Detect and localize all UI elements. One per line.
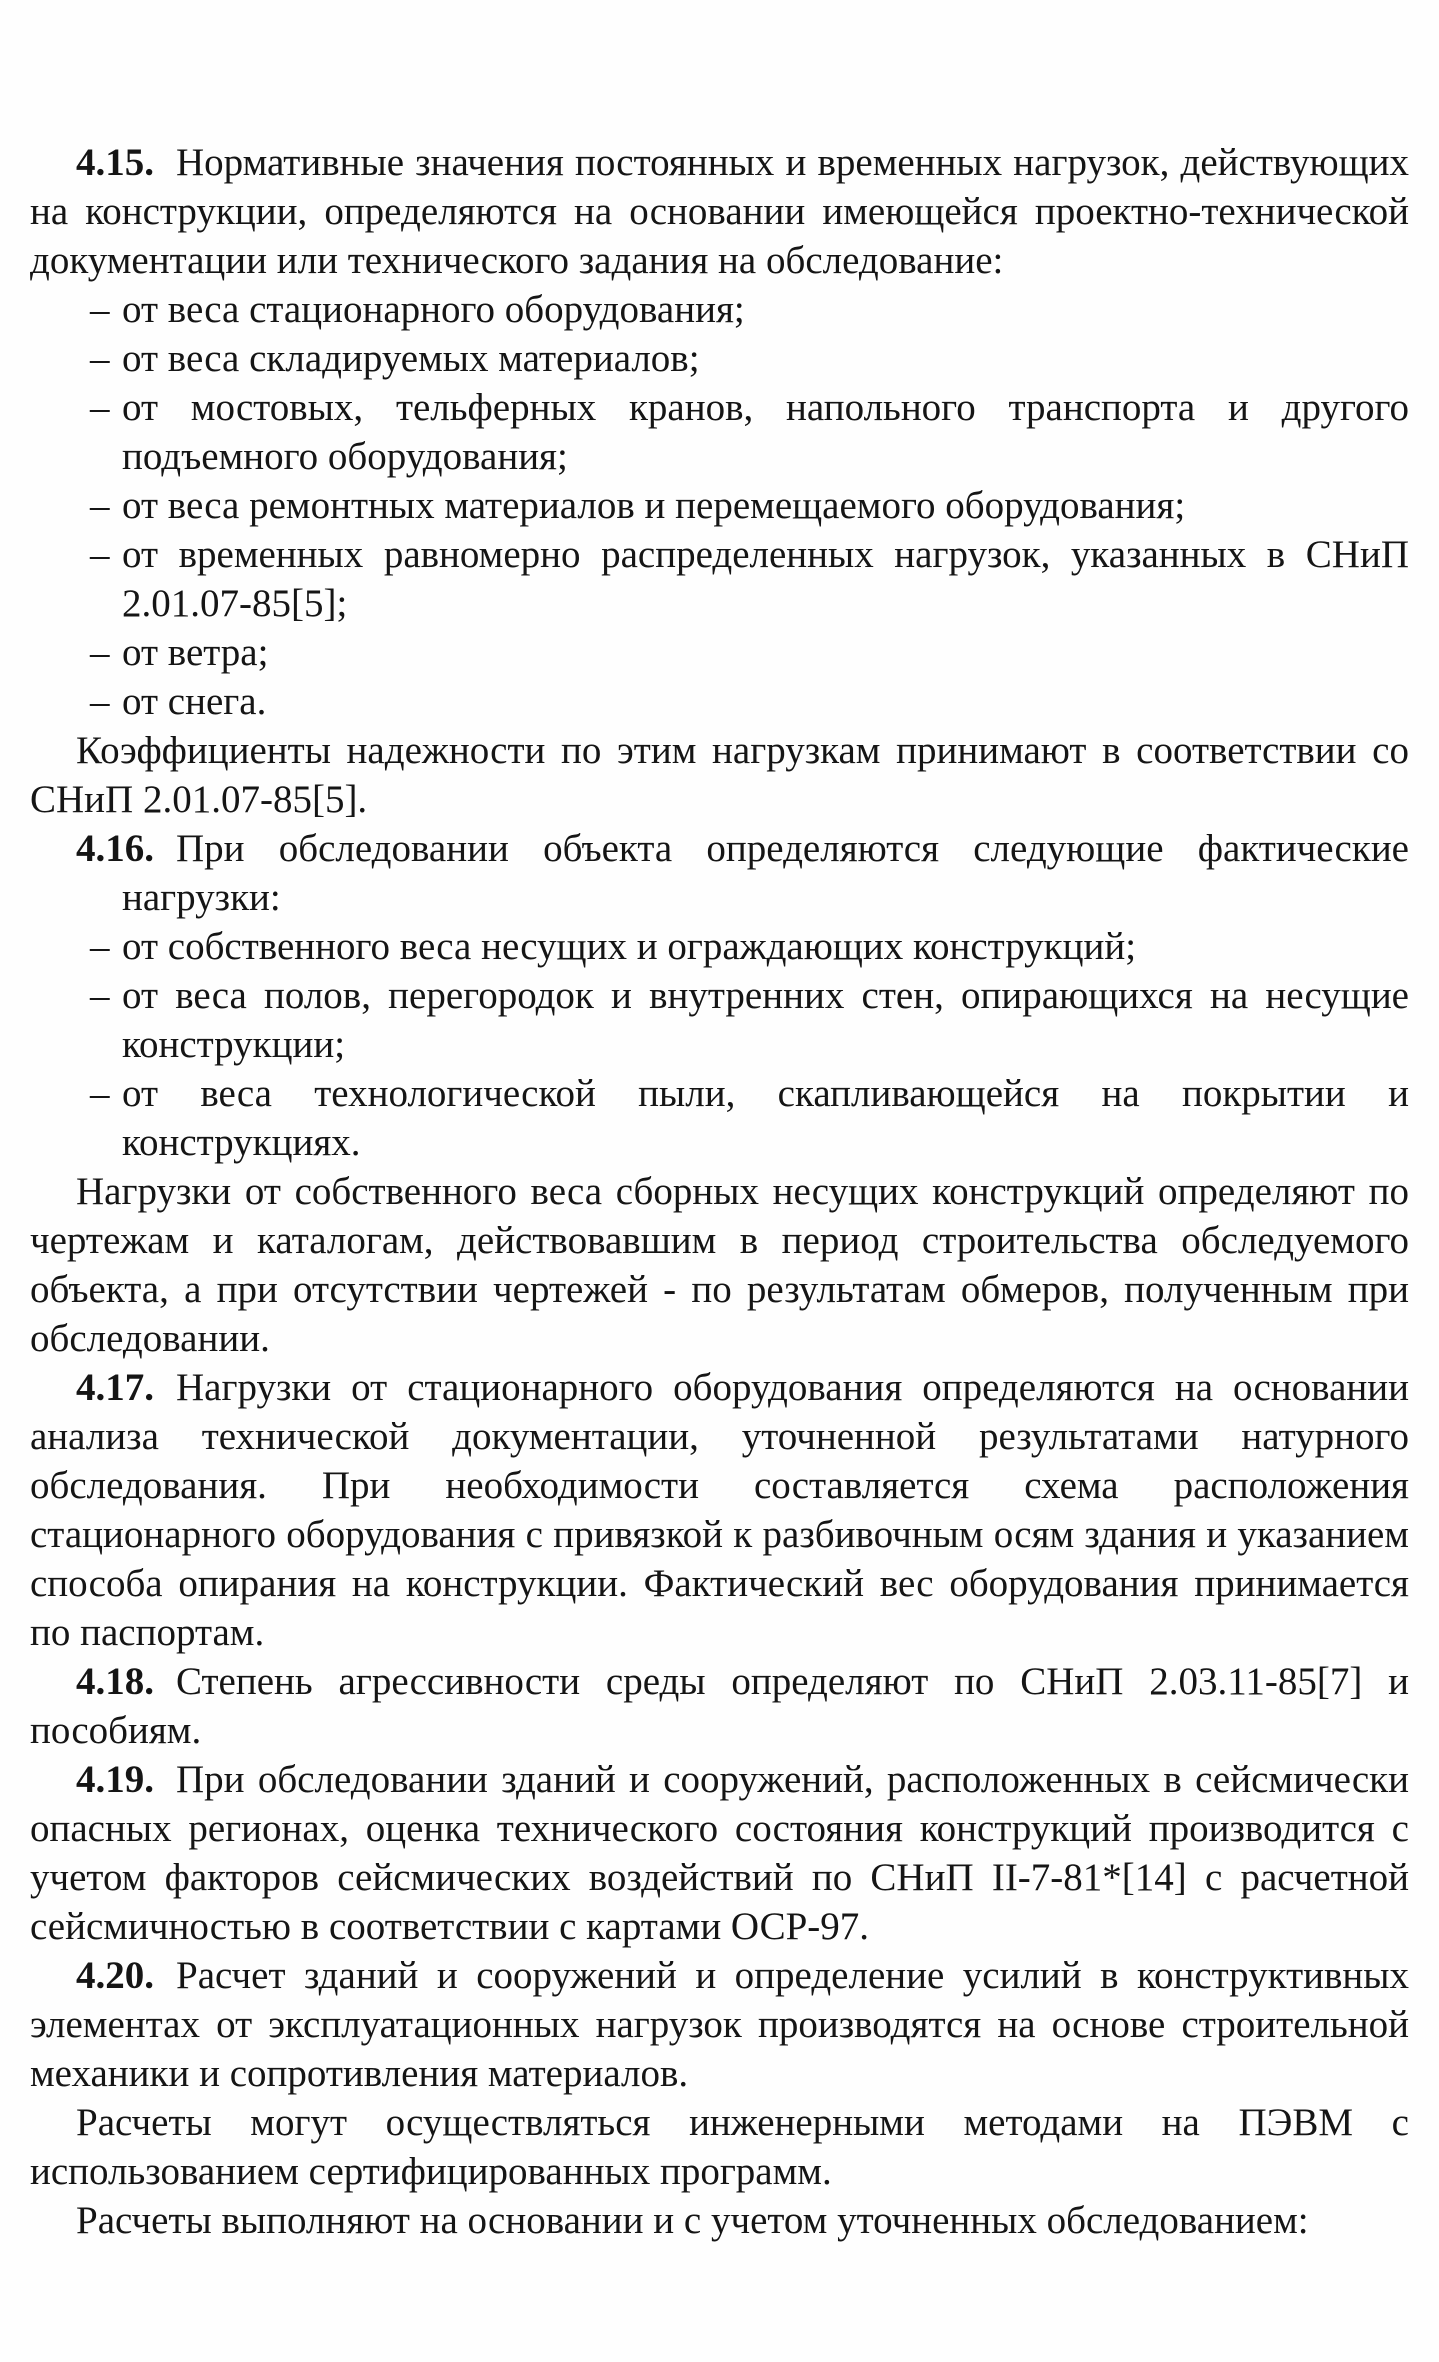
paragraph-4-16 [76,824,1409,922]
list-item-text: от мостовых, тельферных кранов, напольного транспорта и другого подъемного оборудования; [122,386,1409,478]
list-item-text: от веса полов, перегородок и внутренних стен, опирающихся на несущие конструкции; [122,974,1409,1066]
list-item [30,334,1409,383]
list-item [30,285,1409,334]
list-item-text: от собственного веса несущих и ограждающих конструкций; [122,925,1137,968]
paragraph-calculations-basis: Расчеты выполняют на основании и с учетом уточненных обследованием: [76,2199,1309,2242]
list-item-text: от веса стационарного оборудования; [122,288,745,331]
list-item [30,383,1409,481]
paragraph-calculations-methods: Расчеты могут осуществляться инженерными методами на ПЭВМ с использованием сертифицированных программ. [30,2101,1409,2193]
list-item-text: от временных равномерно распределенных нагрузок, указанных в СНиП 2.01.07-85[5]; [122,533,1409,625]
paragraph-4-18-text: Степень агрессивности среды определяют по СНиП 2.03.11-85[7] и пособиям. [30,1660,1409,1752]
list-item-text: от веса технологической пыли, скапливающейся на покрытии и конструкциях. [122,1072,1409,1164]
list-item [30,481,1409,530]
paragraph-4-15-text: Нормативные значения постоянных и временных нагрузок, действующих на конструкции, определяются на основании имеющейся проектно-технической документации или технического задания на обследование: [30,141,1409,282]
list-item-text: от ветра; [122,631,269,674]
list-item [30,530,1409,628]
dash-marker: – [90,533,110,576]
list-item [30,971,1409,1069]
list-item-text: от снега. [122,680,267,723]
paragraph-4-15 [30,138,1409,285]
paragraph-4-20-text: Расчет зданий и сооружений и определение усилий в конструктивных элементах от эксплуатационных нагрузок производятся на основе строительной механики и сопротивления материалов. [30,1954,1409,2095]
dash-marker: – [90,680,110,723]
actual-loads-list [30,922,1409,1167]
dash-marker: – [90,386,110,429]
paragraph-4-18 [30,1657,1409,1755]
list-item [30,922,1409,971]
dash-marker: – [90,288,110,331]
section-number-4-20: 4.20. [76,1954,154,1997]
paragraph-4-19 [30,1755,1409,1951]
paragraph-4-17-text: Нагрузки от стационарного оборудования определяются на основании анализа технической документации, уточненной результатами натурного обследования. При необходимости составляется схема расположения стационарного оборудования с привязкой к разбивочным осям здания и указанием способа опирания на конструкции. Фактический вес оборудования принимается по паспортам. [30,1366,1409,1654]
dash-marker: – [90,925,110,968]
dash-marker: – [90,484,110,527]
section-number-4-19: 4.19. [76,1758,154,1801]
paragraph-self-weight-loads: Нагрузки от собственного веса сборных несущих конструкций определяют по чертежам и каталогам, действовавшим в период строительства обследуемого объекта, а при отсутствии чертежей - по результатам обмеров, полученным при обследовании. [30,1170,1409,1360]
list-item-text: от веса ремонтных материалов и перемещаемого оборудования; [122,484,1186,527]
list-item [30,677,1409,726]
paragraph-4-16-text: При обследовании объекта определяются следующие фактические нагрузки: [122,827,1409,919]
section-number-4-16: 4.16. [76,827,154,870]
dash-marker: – [90,1072,110,1115]
dash-marker: – [90,631,110,674]
section-number-4-15: 4.15. [76,141,154,184]
list-item [30,628,1409,677]
dash-marker: – [90,974,110,1017]
section-number-4-17: 4.17. [76,1366,154,1409]
list-item [30,1069,1409,1167]
paragraph-4-17 [30,1363,1409,1657]
section-number-4-18: 4.18. [76,1660,154,1703]
normative-loads-list [30,285,1409,726]
dash-marker: – [90,337,110,380]
paragraph-coefficients: Коэффициенты надежности по этим нагрузкам принимают в соответствии со СНиП 2.01.07-85[5]. [30,729,1409,821]
paragraph-4-19-text: При обследовании зданий и сооружений, расположенных в сейсмически опасных регионах, оценка технического состояния конструкций производится с учетом факторов сейсмических воздействий по СНиП II-7-81*[14] с расчетной сейсмичностью в соответствии с картами ОСР-97. [30,1758,1409,1948]
paragraph-4-20 [30,1951,1409,2098]
list-item-text: от веса складируемых материалов; [122,337,700,380]
